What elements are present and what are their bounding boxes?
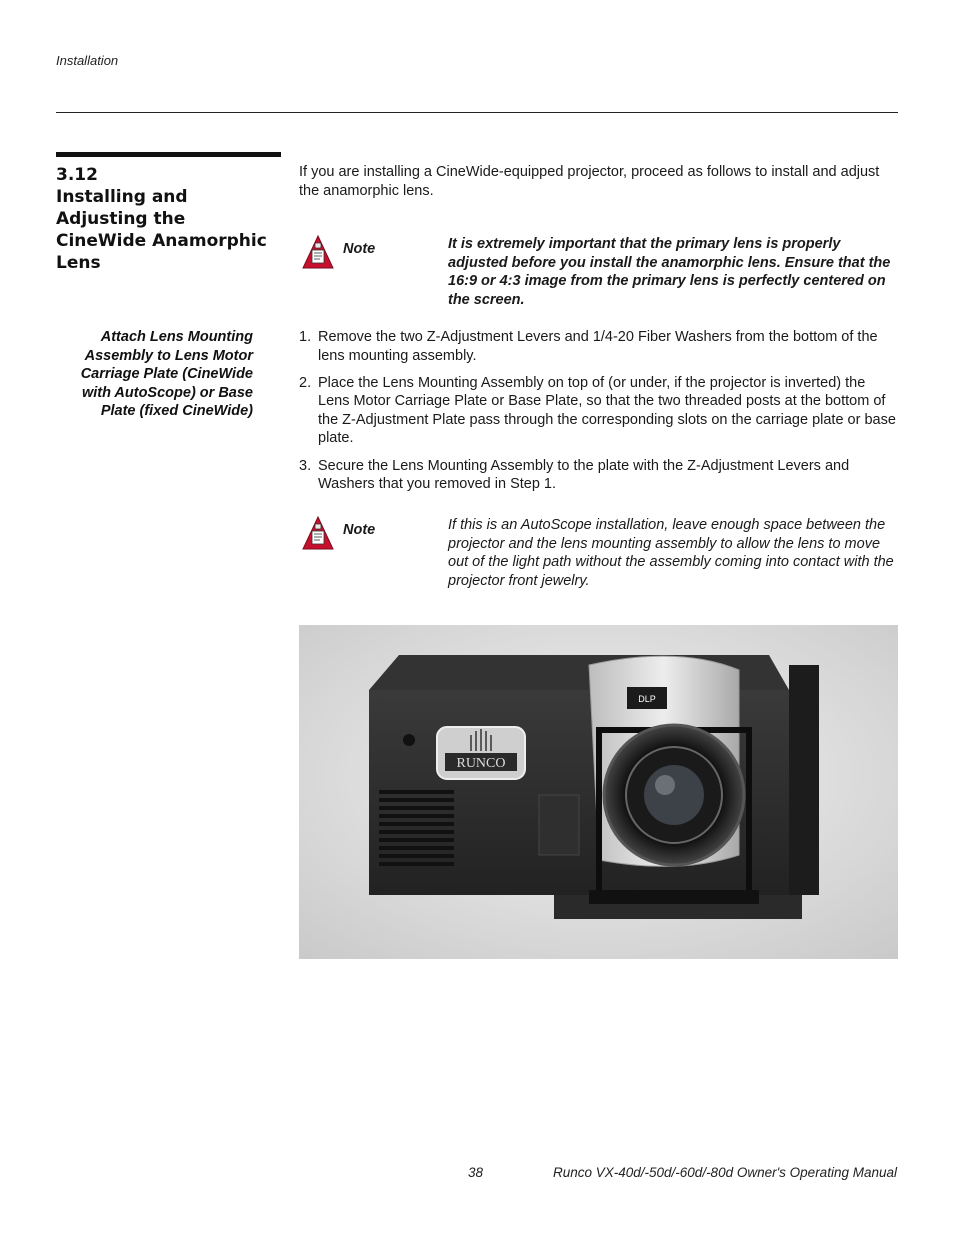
section-number: 3.12 — [56, 165, 98, 185]
list-item — [299, 328, 899, 365]
step-text: Remove the two Z-Adjustment Levers and 1/4-20 Fiber Washers from the bottom of the lens mounting assembly. — [318, 329, 878, 364]
page-number: 38 — [468, 1165, 484, 1180]
section-rule — [56, 152, 281, 157]
step-number: 1. — [299, 329, 312, 345]
step-number: 2. — [299, 374, 312, 391]
projector-illustration — [299, 625, 898, 959]
step-text: Place the Lens Mounting Assembly on top of (or under, if the projector is inverted) the Lens Motor Carriage Plate or Base Plate, so that the two threaded posts at the bottom of the Z-Adjustment Plate pass through the corresponding slots on the carriage plate or base plate. — [318, 374, 896, 447]
section-title-line: Installing and — [56, 187, 188, 207]
subsection-heading: Attach Lens Mounting Assembly to Lens Motor Carriage Plate (CineWide with AutoScope) or Base Plate (fixed CineWide) — [80, 329, 253, 420]
step-text: Secure the Lens Mounting Assembly to the plate with the Z-Adjustment Levers and Washers that you removed in Step 1. — [318, 457, 850, 493]
note-label: Note — [343, 522, 376, 538]
list-item — [299, 457, 899, 494]
running-head: Installation — [56, 53, 119, 68]
section-title-line: CineWide Anamorphic — [56, 231, 267, 251]
note-text: If this is an AutoScope installation, leave enough space between the projector and the lens mounting assembly to allow the lens to move out of the light path without the assembly coming into contact with the projector front jewelry. — [448, 517, 894, 590]
step-number: 3. — [299, 457, 312, 474]
list-item — [299, 374, 899, 448]
dlp-badge-text: DLP — [638, 694, 656, 704]
note-icon — [302, 516, 334, 550]
header-rule — [56, 112, 898, 113]
note-icon — [302, 235, 334, 269]
section-title-line: Lens — [56, 253, 101, 273]
manual-title: Runco VX-40d/-50d/-60d/-80d Owner's Operating Manual — [552, 1165, 897, 1180]
projector-photo — [299, 625, 898, 959]
brand-logo-text: RUNCO — [456, 756, 506, 771]
procedure-steps — [299, 328, 899, 502]
section-title-line: Adjusting the — [56, 209, 186, 229]
section-heading — [56, 164, 281, 274]
note-label: Note — [343, 241, 376, 257]
intro-paragraph: If you are installing a CineWide-equipped projector, proceed as follows to install and adjust the anamorphic lens. — [299, 164, 880, 199]
note-text: It is extremely important that the primary lens is properly adjusted before you install the anamorphic lens. Ensure that the 16:9 or 4:3 image from the primary lens is perfectly centered on the screen. — [448, 236, 891, 309]
